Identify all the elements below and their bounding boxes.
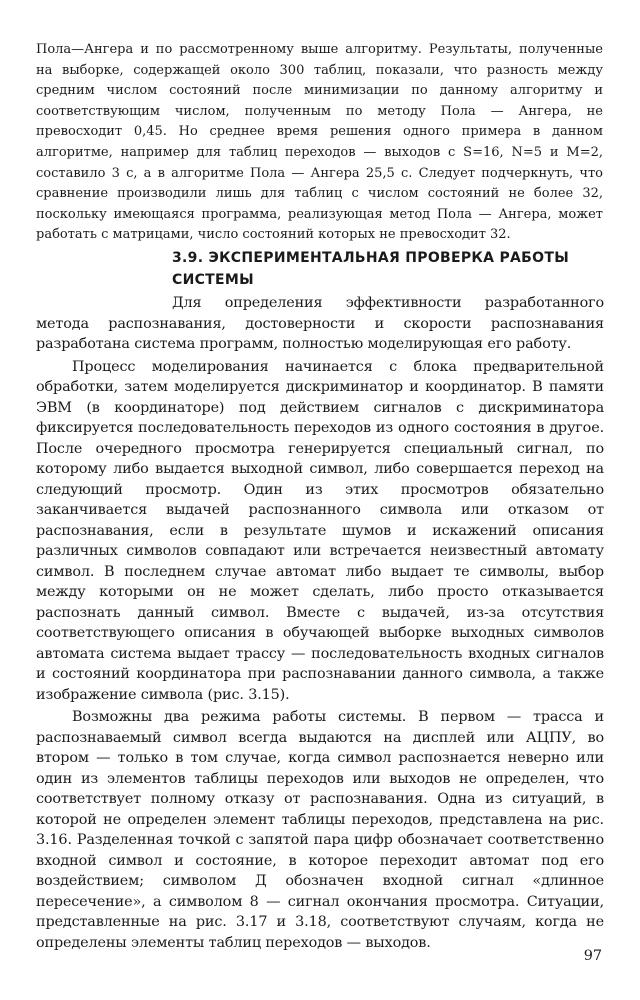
paragraph-intro: Для определения эффективности разработанного метода распознавания, достоверности и скорости распознавания разработана система программ, полностью моделирующая его работу.	[36, 295, 604, 352]
paragraph-operating-modes: Возможны два режима работы системы. В первом — трасса и распознаваемый символ всегда выдаются на дисплей или АЦПУ, во втором — только в том случае, когда символ распознается неверно или один из элементов таблицы переходов или выходов не определен, что соответствует полному отказу от распознавания. Одна из ситуаций, в которой не определен элемент таблицы переходов, представлена на рис. 3.16. Разделенная точкой с запятой пара цифр обозначает соответственно входной символ и состояние, в которое переходит автомат под его воздействием; символом Д обозначен входной сигнал «длинное пересечение», а символом 8 — сигнал окончания просмотра. Ситуации, представленные на рис. 3.17 и 3.18, соответствуют случаям, когда не определены элементы таблиц переходов — выходов.	[36, 709, 604, 951]
top-paragraph: Пола—Ангера и по рассмотренному выше алгоритму. Результаты, полученные на выборке, содержащей около 300 таблиц, показали, что разность между средним числом состояний после минимизации по данному алгоритму и соответствующим числом, полученным по методу Пола — Ангера, не превосходит 0,45. Но среднее время решения одного примера в данном алгоритме, например для таблиц переходов — выходов с S=16, N=5 и M=2, составило 3 с, а в алгоритме Пола — Ангера 25,5 с. Следует подчеркнуть, что сравнение производили лишь для таблиц с числом состояний не более 32, поскольку имеющаяся программа, реализующая метод Пола — Ангера, может работать с матрицами, число состояний которых не превосходит 32.	[36, 42, 603, 243]
body-text	[36, 293, 604, 953]
paragraph-modeling-process: Процесс моделирования начинается с блока предварительной обработки, затем моделируется дискриминатор и координатор. В памяти ЭВМ (в координаторе) под действием сигналов с дискриминатора фиксируется последовательность переходов из одного состояния в другое. После очередного просмотра генерируется специальный сигнал, по которому либо выдается выходной символ, либо совершается переход на следующий просмотр. Один из этих просмотров обязательно заканчивается выдачей распознанного символа или отказом от распознавания, если в результате шумов и искажений описания различных символов совпадают или встречается неизвестный автомату символ. В последнем случае автомат либо выдает те символы, выбор между которыми он не может сделать, либо просто отказывается распознать данный символ. Вместе с выдачей, из-за отсутствия соответствующего описания в обучающей выборке выходных символов автомата система выдает трассу — последовательность входных сигналов и состояний координатора при распознавании данного символа, а также изображение символа (рис. 3.15).	[36, 358, 604, 703]
section-heading: 3.9. ЭКСПЕРИМЕНТАЛЬНАЯ ПРОВЕРКА РАБОТЫ СИСТЕМЫ	[172, 250, 569, 288]
page-number: 97	[583, 948, 602, 964]
